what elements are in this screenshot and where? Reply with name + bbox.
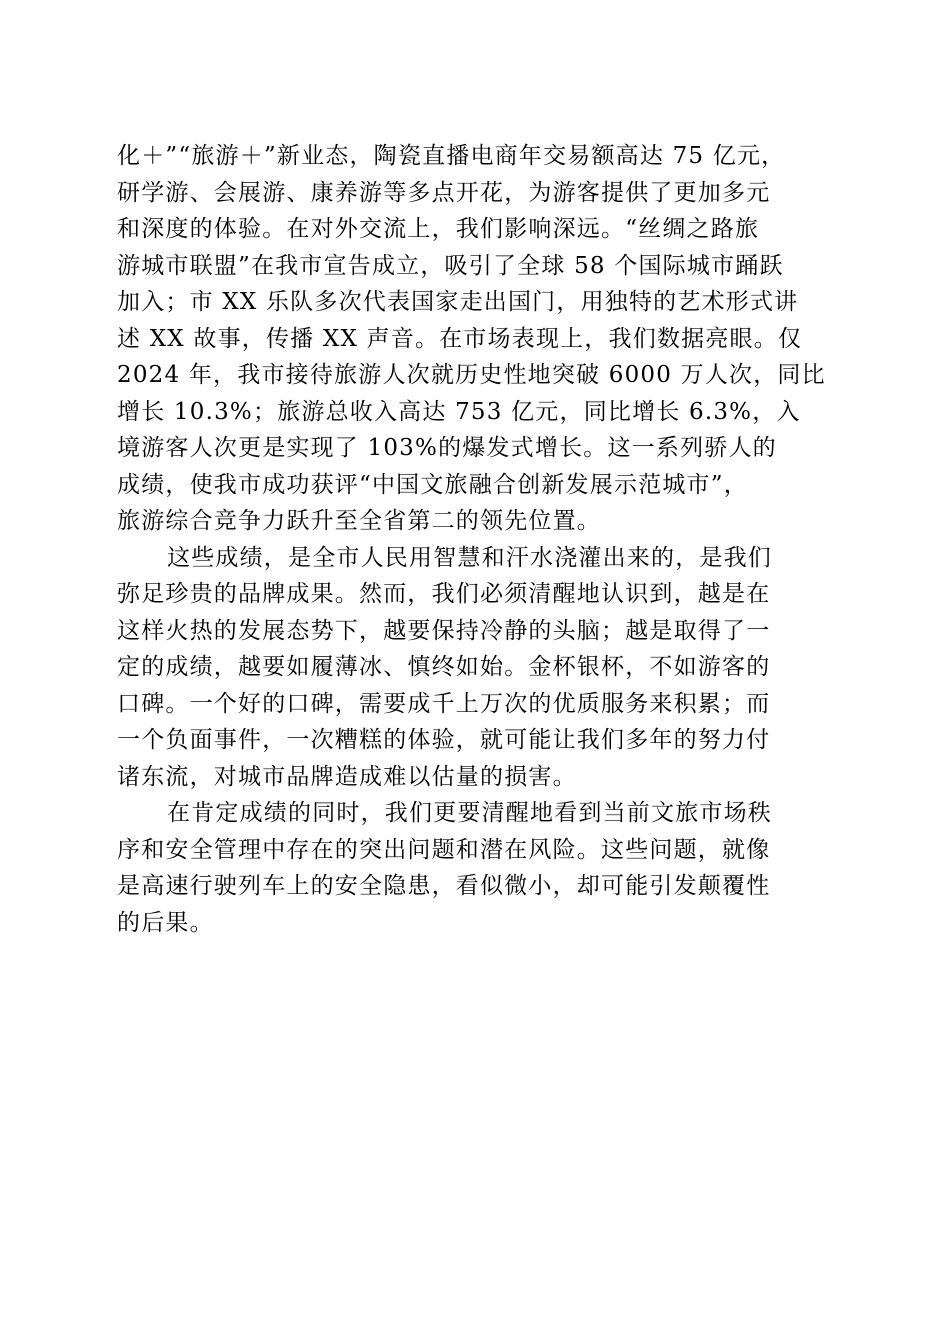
text-line: 加入；市 XX 乐队多次代表国家走出国门，用独特的艺术形式讲 [117,289,799,315]
text-line: 研学游、会展游、康养游等多点开花，为游客提供了更加多元 [117,179,771,206]
text-line: 述 XX 故事，传播 XX 声音。在市场表现上，我们数据亮眼。仅 [117,325,803,352]
text-line: 境游客人次更是实现了 103%的爆发式增长。这一系列骄人的 [117,435,777,461]
paragraph-2 [117,540,837,796]
text-line: 游城市联盟”在我市宣告成立，吸引了全球 58 个国际城市踊跃 [117,252,784,279]
text-line: 弥足珍贵的品牌成果。然而，我们必须清醒地认识到，越是在 [117,581,771,607]
text-line: 和深度的体验。在对外交流上，我们影响深远。“丝绸之路旅 [117,216,760,242]
text-line: 序和安全管理中存在的突出问题和潜在风险。这些问题，就像 [117,836,771,863]
text-line: 旅游综合竞争力跃升至全省第二的领先位置。 [117,508,601,534]
text-line: 这些成绩，是全市人民用智慧和汗水浇灌出来的，是我们 [167,544,772,571]
text-line: 在肯定成绩的同时，我们更要清醒地看到当前文旅市场秩 [167,800,772,826]
text-line: 增长 10.3%；旅游总收入高达 753 亿元，同比增长 6.3%，入 [117,398,801,425]
text-line: 这样火热的发展态势下，越要保持冷静的头脑；越是取得了一 [117,617,771,644]
text-line: 口碑。一个好的口碑，需要成千上万次的优质服务来积累；而 [117,690,771,717]
text-line: 2024 年，我市接待旅游人次就历史性地突破 6000 万人次，同比 [117,362,826,388]
text-line: 成绩，使我市成功获评“中国文旅融合创新发展示范城市”， [117,471,748,498]
text-line: 化＋”“旅游＋”新业态，陶瓷直播电商年交易额高达 75 亿元， [117,143,786,169]
paragraph-1 [117,138,837,540]
text-line: 诸东流，对城市品牌造成难以估量的损害。 [117,763,577,790]
text-line: 的后果。 [117,909,214,936]
text-line: 一个负面事件，一次糟糕的体验，就可能让我们多年的努力付 [117,727,771,753]
text-line: 是高速行驶列车上的安全隐患，看似微小，却可能引发颠覆性 [117,873,771,899]
text-line: 定的成绩，越要如履薄冰、慎终如始。金杯银杯，不如游客的 [117,654,771,680]
document-body [117,138,837,941]
paragraph-3 [117,795,837,941]
